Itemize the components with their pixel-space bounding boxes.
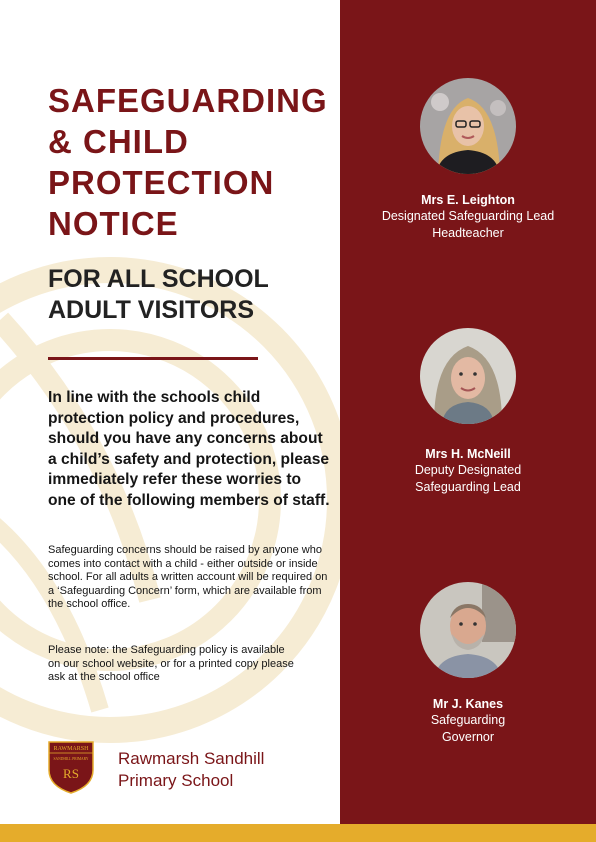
footer-bar [0,824,596,842]
staff-name: Mrs E. Leighton [421,193,515,207]
lead-paragraph: In line with the schools child protection policy and procedures, should you have any concerns about a child’s safety and protection, please immediately refer these worries to one of the following members of staff. [48,389,330,509]
staff-photo-avatar [420,582,516,678]
divider [48,357,258,360]
svg-text:SANDHILL PRIMARY: SANDHILL PRIMARY [53,757,89,761]
school-crest-logo [47,740,95,794]
staff-card-kanes [340,582,596,745]
page-title: SAFEGUARDING & CHILD PROTECTION NOTICE [48,82,328,242]
staff-card-mcneill [340,328,596,495]
staff-name: Mr J. Kanes [432,697,504,711]
staff-role: Designated Safeguarding Lead Headteacher [381,209,555,240]
staff-photo-avatar [420,328,516,424]
svg-text:RS: RS [63,766,79,781]
page-subtitle: FOR ALL SCHOOL ADULT VISITORS [48,265,269,324]
staff-role: Safeguarding Governor [430,713,506,744]
staff-role: Deputy Designated Safeguarding Lead [414,463,522,494]
staff-name: Mrs H. McNeill [425,447,511,461]
school-name: Rawmarsh Sandhill Primary School [118,749,265,790]
policy-note-paragraph: Please note: the Safeguarding policy is available on our school website, or for a printed copy please ask at the school office [48,644,294,683]
concerns-paragraph: Safeguarding concerns should be raised by anyone who comes into contact with a child - either outside or inside school. For all adults a written account will be required on a ‘Safeguarding Concern’ form, which are available from the school office. [48,544,328,610]
staff-photo-avatar [420,78,516,174]
svg-text:RAWMARSH: RAWMARSH [53,746,89,752]
staff-card-leighton [340,78,596,241]
